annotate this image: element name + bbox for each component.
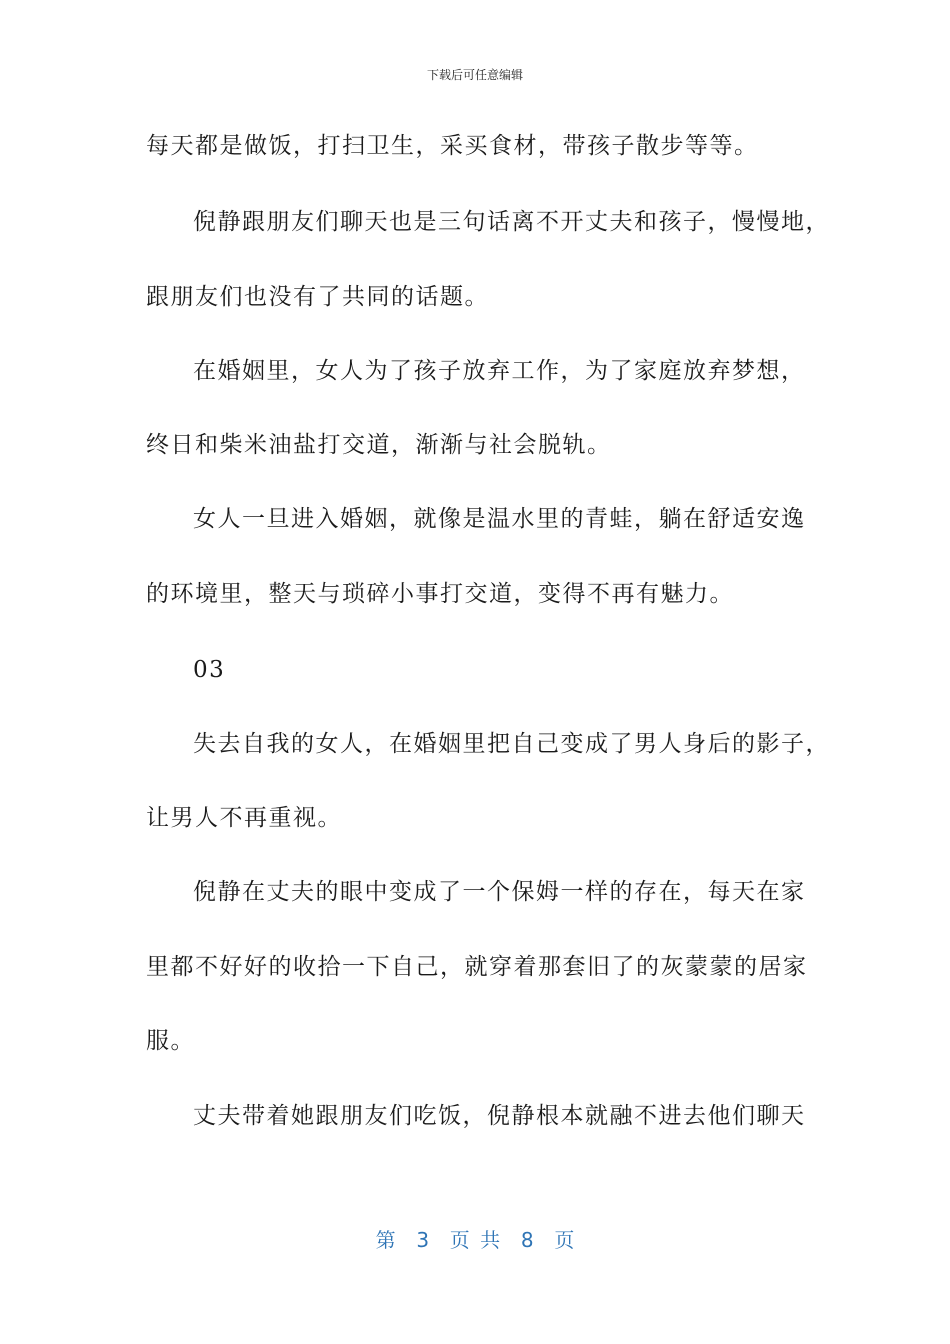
body-line: 跟朋友们也没有了共同的话题。 — [146, 284, 489, 310]
body-line: 里都不好好的收拾一下自己，就穿着那套旧了的灰蒙蒙的居家 — [146, 954, 808, 980]
page-header: 下载后可任意编辑 — [426, 68, 523, 82]
body-line: 失去自我的女人，在婚姻里把自己变成了男人身后的影子， — [193, 731, 830, 757]
body-line: 倪静跟朋友们聊天也是三句话离不开丈夫和孩子，慢慢地， — [193, 209, 830, 235]
section-number: 03 — [193, 657, 226, 683]
body-line: 每天都是做饭，打扫卫生，采买食材，带孩子散步等等。 — [146, 133, 759, 159]
page-footer: 第 3 页 共 8 页 — [375, 1228, 575, 1252]
body-line: 女人一旦进入婚姻，就像是温水里的青蛙，躺在舒适安逸 — [193, 506, 806, 532]
body-line: 倪静在丈夫的眼中变成了一个保姆一样的存在，每天在家 — [193, 879, 806, 905]
body-line: 的环境里，整天与琐碎小事打交道，变得不再有魅力。 — [146, 581, 734, 607]
body-line: 终日和柴米油盐打交道，渐渐与社会脱轨。 — [146, 432, 612, 458]
body-line: 丈夫带着她跟朋友们吃饭，倪静根本就融不进去他们聊天 — [193, 1103, 806, 1129]
body-line: 让男人不再重视。 — [146, 805, 342, 831]
body-line: 在婚姻里，女人为了孩子放弃工作，为了家庭放弃梦想， — [193, 358, 806, 384]
body-line: 服。 — [146, 1028, 195, 1054]
